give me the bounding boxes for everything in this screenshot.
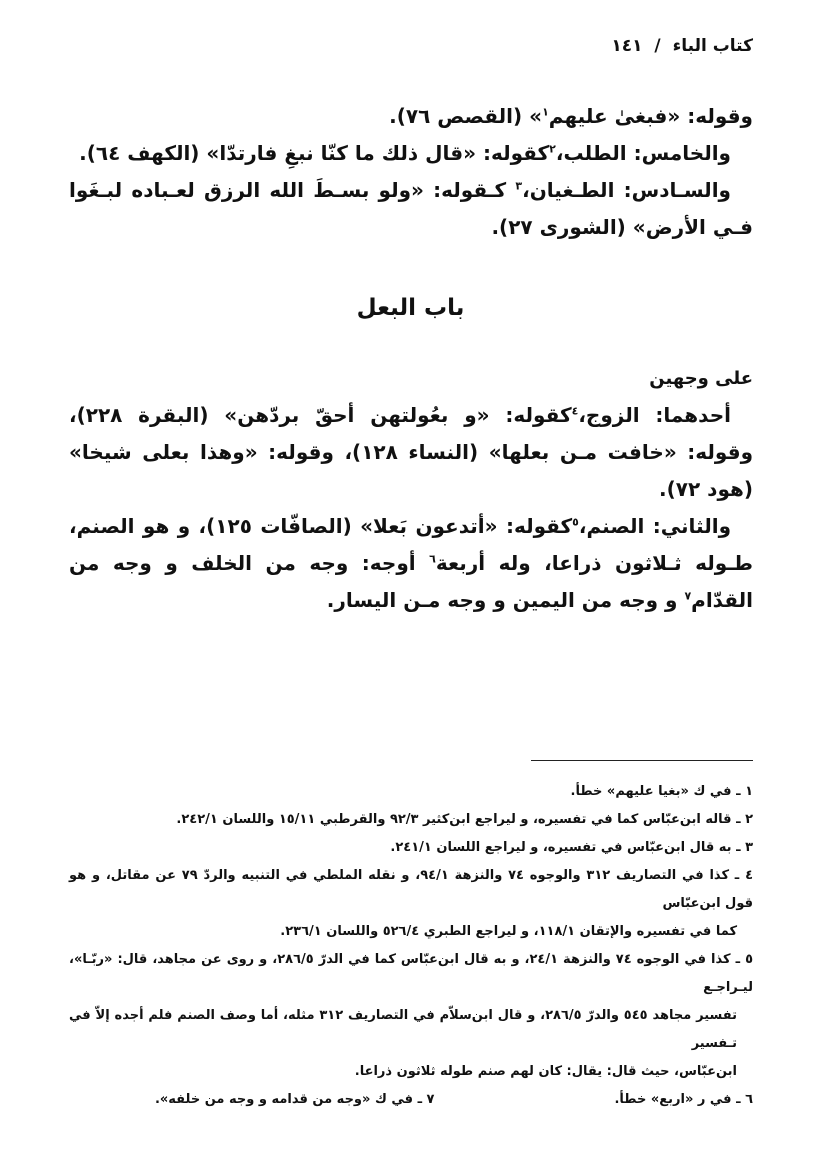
paragraph-text: كـقوله: «ولو بسـطَ الله الرزق لعـباده لبـغَوا فـي الأرض» (الشورى ٢٧).	[69, 178, 753, 239]
paragraph-text: والسـادس: الطـغيان،	[522, 178, 731, 202]
footnotes	[69, 778, 753, 1114]
paragraph-text: وقوله: «فبغىٰ عليهم	[548, 104, 753, 128]
paragraph-text: كقوله: «أتدعون بَعلا» (الصافّات ١٢٥)، و هو الصنم، طـوله ثـلاثون ذراعا، وله أربعة	[69, 514, 753, 575]
paragraph-text: والثاني: الصنم،	[578, 514, 732, 538]
footnote-ref[interactable]: ٣	[515, 179, 523, 193]
paragraph-text: » (القصص ٧٦).	[389, 104, 543, 128]
chapter-title: باب البعل	[356, 295, 465, 321]
header-title: كتاب الباء	[672, 36, 753, 56]
paragraph-text: أحدهما: الزوج،	[578, 403, 731, 427]
footnote-pair	[69, 1086, 753, 1114]
footnote: ٣ ـ به قال ابن‌عبّاس في تفسيره، و ليراجع اللسان ٢٤١/١.	[390, 840, 753, 855]
footnote-ref[interactable]: ٦	[429, 552, 436, 566]
footnote-ref[interactable]: ٧	[684, 589, 692, 603]
footnote-ref[interactable]: ٥	[572, 515, 579, 529]
footnote-continuation: كما في تفسيره والإتقان ١١٨/١، و ليراجع الطبري ٥٢٦/٤ واللسان ٢٣٦/١.	[280, 924, 737, 939]
paragraph-text: أوجه: وجه من الخلف و وجه من القدّام	[69, 551, 753, 612]
footnote-divider	[531, 760, 753, 761]
page-number: ١٤١	[611, 36, 643, 56]
paragraph-text: و وجه من اليمين و وجه مـن اليسار.	[326, 588, 685, 612]
paragraph	[69, 98, 753, 135]
header-separator: /	[654, 36, 661, 56]
footnote-continuation: ابن‌عبّاس، حيث قال: يقال: كان لهم صنم طوله ثلاثون ذراعا.	[354, 1064, 737, 1079]
footnote-continuation: تفسير مجاهد ٥٤٥ والدرّ ٢٨٦/٥، و قال ابن‌سلاّم في التصاريف ٣١٢ مثله، أما وصف الصنم فلم أجده إلاّ في تـفسير	[69, 1008, 737, 1051]
footnote: ٧ ـ في ك «وجه من قدامه و وجه من خلفه».	[154, 1092, 435, 1107]
paragraph	[69, 172, 753, 246]
footnote: ٥ ـ كذا في الوجوه ٧٤ والنزهة ٢٤/١، و به قال ابن‌عبّاس كما في الدرّ ٢٨٦/٥، و روى عن مجاهد، قال: «ربّـا»، ليـراجـع	[69, 952, 753, 995]
footnote: ٦ ـ في ر «اربع» خطأ.	[614, 1092, 753, 1107]
paragraph	[69, 508, 753, 619]
footnote: ٤ ـ كذا في التصاريف ٣١٢ والوجوه ٧٤ والنزهة ٩٤/١، و نقله الملطي في التنبيه والردّ ٧٩ عن مقاتل، و هو قول ابن‌عبّاس	[69, 868, 753, 911]
paragraph-text: والخامس: الطلب،	[555, 141, 731, 165]
paragraph	[69, 397, 753, 508]
running-header	[611, 36, 753, 56]
section-baal	[69, 360, 753, 619]
footnote-ref[interactable]: ٤	[571, 404, 579, 418]
paragraph	[69, 135, 753, 172]
footnote-ref[interactable]: ٢	[549, 142, 556, 156]
footnote: ٢ ـ قاله ابن‌عبّاس كما في تفسيره، و ليراجع ابن‌كثير ٩٢/٣ والقرطبي ١٥/١١ واللسان ٢٤٢/١.	[176, 812, 753, 827]
footnote: ١ ـ في ك «بغيا عليهم» خطأ.	[570, 784, 753, 799]
footnote-ref[interactable]: ١	[542, 105, 549, 119]
paragraph-text: كقوله: «و بعُولتهن أحقّ بردّهن» (البقرة ٢٢٨)، وقوله: «خافت مـن بعلها» (النساء ١٢٨)، وقوله: «وهذا بعلى شيخا» (هود ٧٢).	[69, 403, 753, 501]
section-subheading: على وجهين	[649, 368, 753, 389]
paragraph-text: كقوله: «قال ذلك ما كنّا نبغِ فارتدّا» (الكهف ٦٤).	[79, 141, 550, 165]
section-intro	[69, 98, 753, 246]
